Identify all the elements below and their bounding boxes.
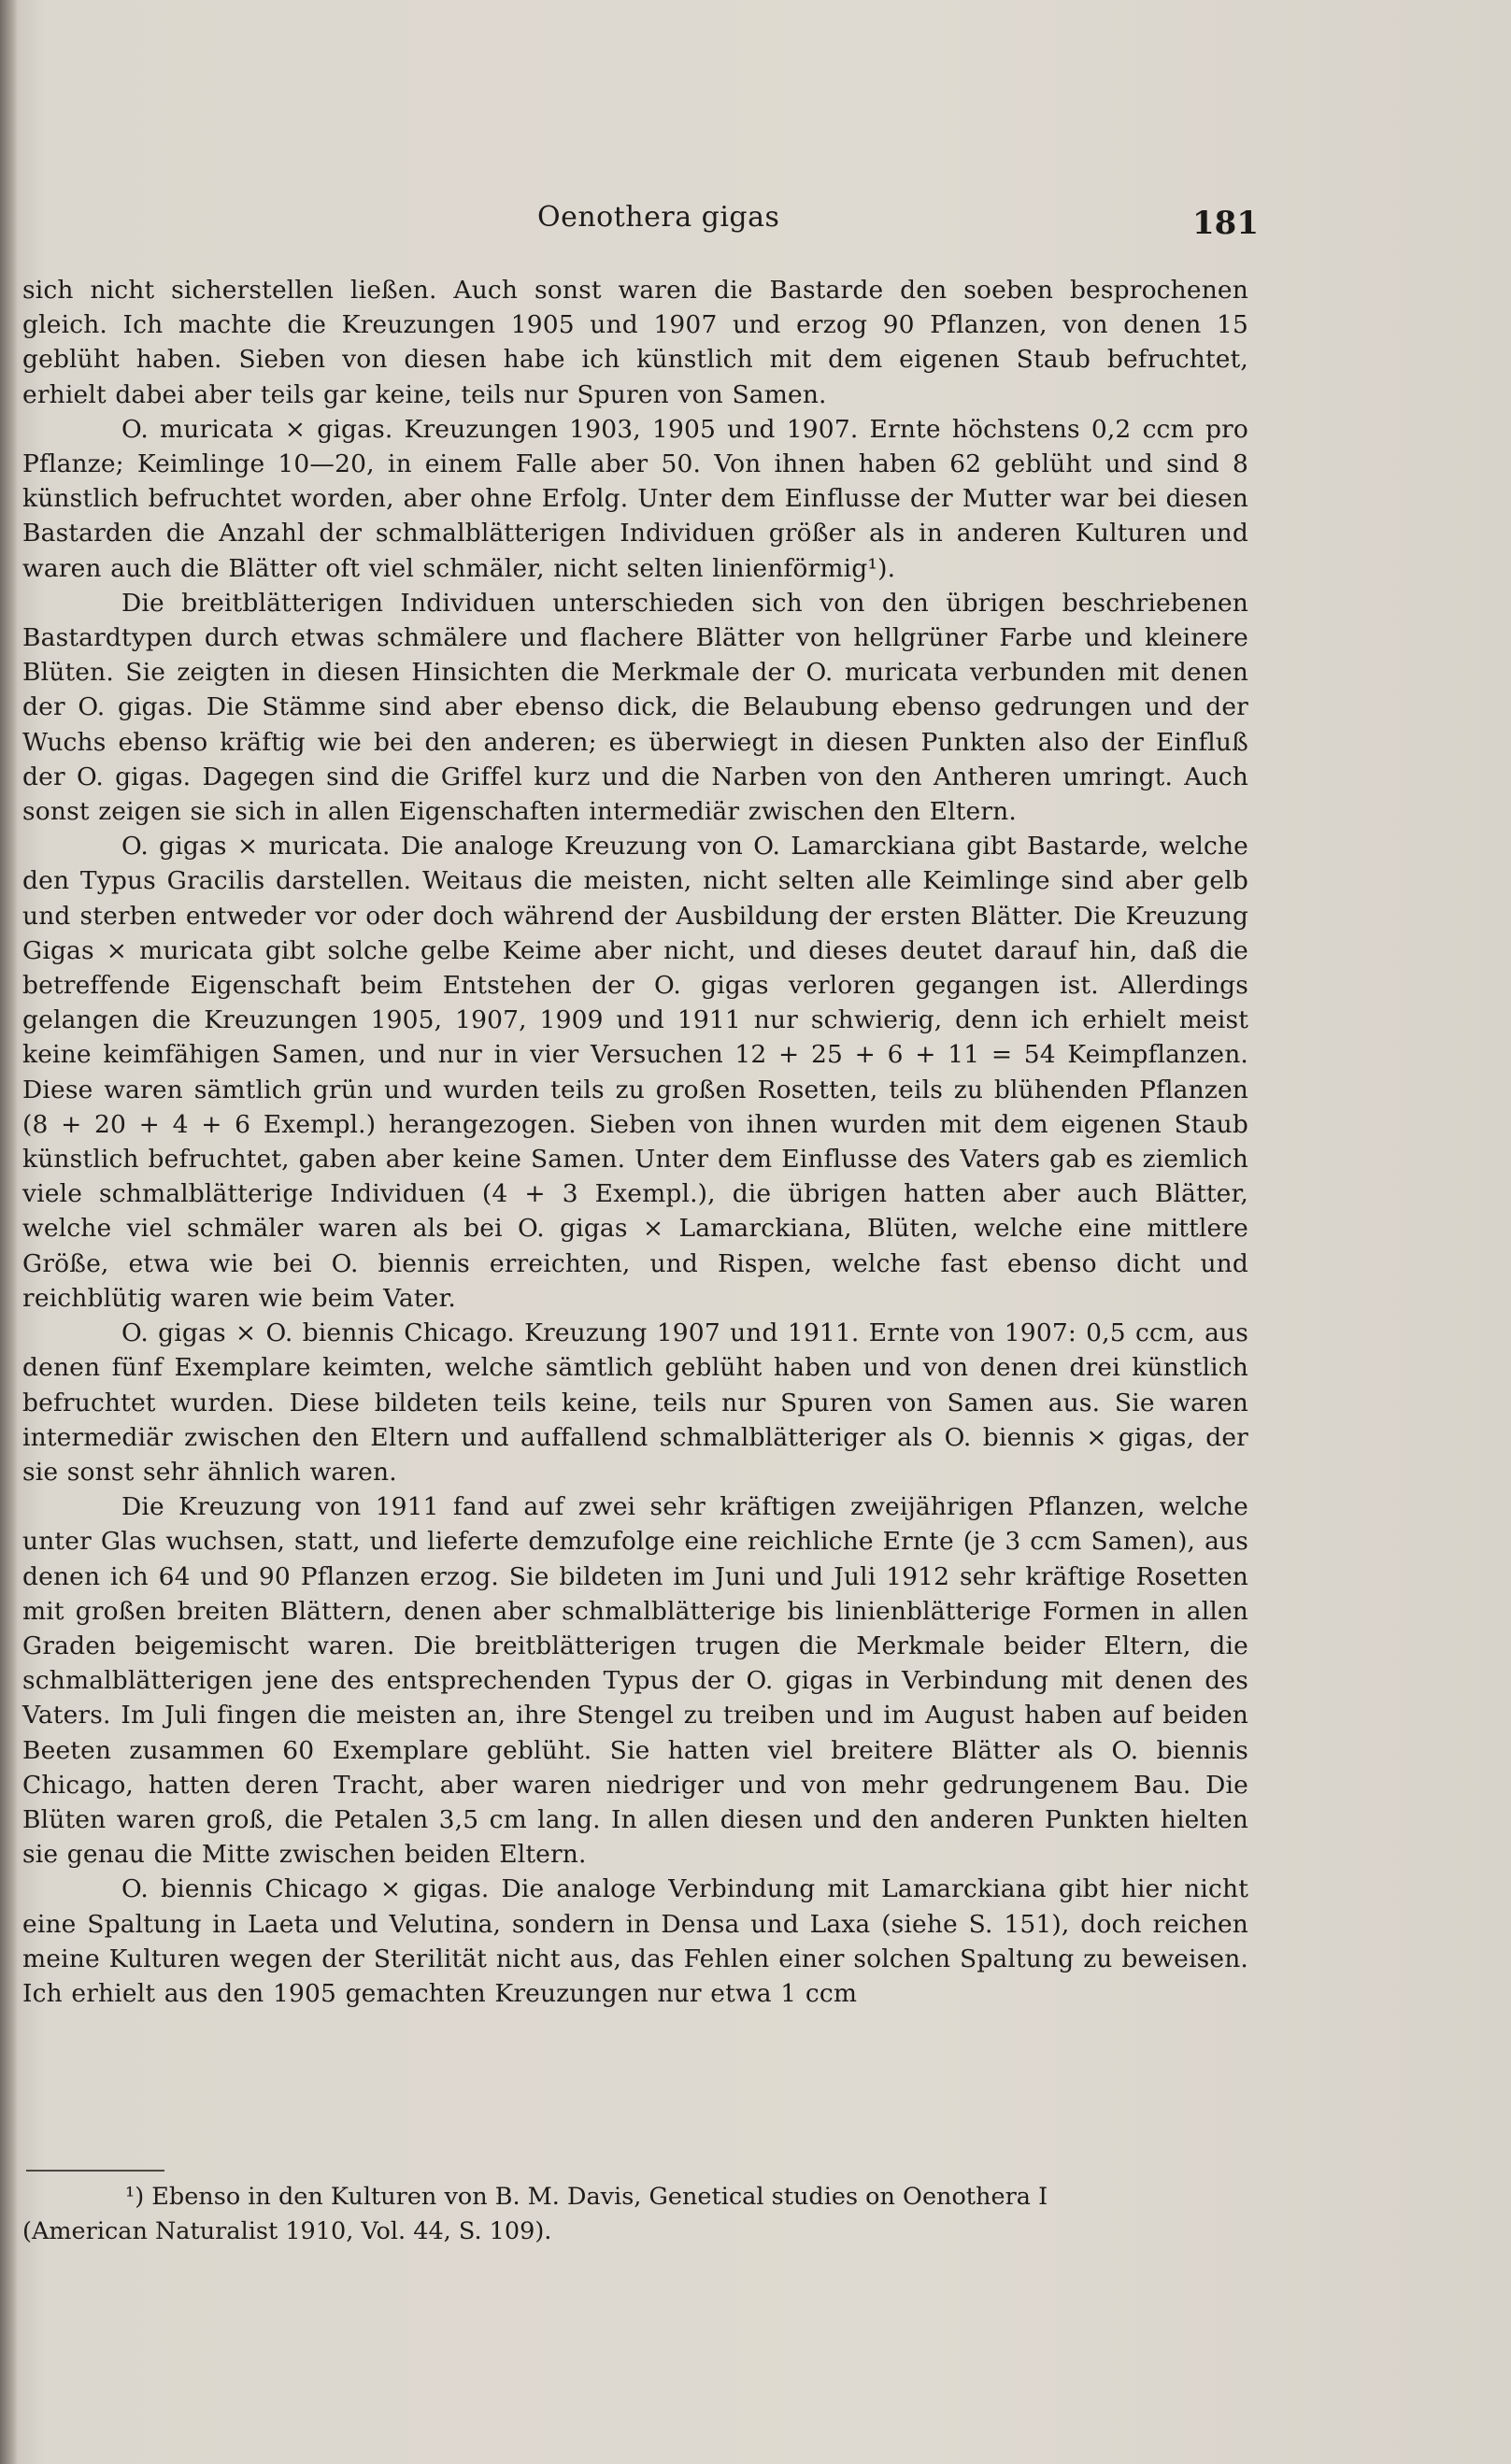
- paragraph: O. muricata × gigas. Kreuzungen 1903, 1905 und 1907. Ernte höchstens 0,2 ccm pro Pflanze; Keimlinge 10—20, in einem Falle aber 50. Von ihnen haben 62 geblüht und sind 8 künstlich befruchtet worden, aber ohne Erfolg. Unter dem Einflusse der Mutter war bei diesen Bastarden die Anzahl der schmalblätterigen Individuen größer als in anderen Kulturen und waren auch die Blätter oft viel schmäler, nicht selten linienförmig¹).: [22, 414, 1248, 583]
- page-header: [0, 192, 1511, 248]
- paragraph: O. biennis Chicago × gigas. Die analoge Verbindung mit Lamarckiana gibt hier nicht eine Spaltung in Laeta und Velutina, sondern in Densa und Laxa (siehe S. 151), doch reichen meine Kulturen wegen der Sterilität nicht aus, das Fehlen einer solchen Spaltung zu beweisen. Ich erhielt aus den 1905 gemachten Kreuzungen nur etwa 1 ccm: [22, 1874, 1248, 2008]
- footnote: [22, 2180, 1248, 2249]
- running-title: Oenothera gigas: [537, 201, 780, 234]
- page-number: 181: [1192, 205, 1259, 242]
- footnote-line: ¹) Ebenso in den Kulturen von B. M. Davis, Genetical studies on Oenothera I: [125, 2183, 1048, 2211]
- paragraph: sich nicht sicherstellen ließen. Auch sonst waren die Bastarde den soeben besprochenen gleich. Ich machte die Kreuzungen 1905 und 1907 und erzog 90 Pflanzen, von denen 15 geblüht haben. Sieben von diesen habe ich künstlich mit dem eigenen Staub befruchtet, erhielt dabei aber teils gar keine, teils nur Spuren von Samen.: [22, 276, 1248, 409]
- paragraph: O. gigas × muricata. Die analoge Kreuzung von O. Lamarckiana gibt Bastarde, welche den Typus Gracilis darstellen. Weitaus die meisten, nicht selten alle Keimlinge sind aber gelb und sterben entweder vor oder doch während der Ausbildung der ersten Blätter. Die Kreuzung Gigas × muricata gibt solche gelbe Keime aber nicht, und dieses deutet darauf hin, daß die betreffende Eigenschaft beim Entstehen der O. gigas verloren gegangen ist. Allerdings gelangen die Kreuzungen 1905, 1907, 1909 und 1911 nur schwierig, denn ich erhielt meist keine keimfähigen Samen, und nur in vier Versuchen 12 + 25 + 6 + 11 = 54 Keimpflanzen. Diese waren sämtlich grün und wurden teils zu großen Rosetten, teils zu blühenden Pflanzen (8 + 20 + 4 + 6 Exempl.) herangezogen. Sieben von ihnen wurden mit dem eigenen Staub künstlich befruchtet, gaben aber keine Samen. Unter dem Einflusse des Vaters gab es ziemlich viele schmalblätterige Individuen (4 + 3 Exempl.), die übrigen hatten aber auch Blätter, welche viel schmäler waren als bei O. gigas × Lamarckiana, Blüten, welche eine mittlere Größe, etwa wie bei O. biennis erreichten, und Rispen, welche fast ebenso dicht und reichblütig waren wie beim Vater.: [22, 832, 1248, 1313]
- paragraph: Die Kreuzung von 1911 fand auf zwei sehr kräftigen zweijährigen Pflanzen, welche unter Glas wuchsen, statt, und lieferte demzufolge eine reichliche Ernte (je 3 ccm Samen), aus denen ich 64 und 90 Pflanzen erzog. Sie bildeten im Juni und Juli 1912 sehr kräftige Rosetten mit großen breiten Blättern, denen aber schmalblätterige bis linienblätterige Formen in allen Graden beigemischt waren. Die breitblätterigen trugen die Merkmale beider Eltern, die schmalblätterigen jene des entsprechenden Typus der O. gigas in Verbindung mit denen des Vaters. Im Juli fingen die meisten an, ihre Stengel zu treiben und im August haben auf beiden Beeten zusammen 60 Exemplare geblüht. Sie hatten viel breitere Blätter als O. biennis Chicago, hatten deren Tracht, aber waren niedriger und von mehr gedrungenem Bau. Die Blüten waren groß, die Petalen 3,5 cm lang. In allen diesen und den anderen Punkten hielten sie genau die Mitte zwischen beiden Eltern.: [22, 1492, 1248, 1870]
- footnote-line: (American Naturalist 1910, Vol. 44, S. 109).: [22, 2217, 552, 2245]
- paragraph: O. gigas × O. biennis Chicago. Kreuzung 1907 und 1911. Ernte von 1907: 0,5 ccm, aus denen fünf Exemplare keimten, welche sämtlich geblüht haben und von denen drei künstlich befruchtet wurden. Diese bildeten teils keine, teils nur Spuren von Samen aus. Sie waren intermediär zwischen den Eltern und auffallend schmalblätteriger als O. biennis × gigas, der sie sonst sehr ähnlich waren.: [22, 1318, 1248, 1487]
- body-text: [22, 273, 1248, 2011]
- paragraph: Die breitblätterigen Individuen unterschieden sich von den übrigen beschriebenen Bastardtypen durch etwas schmälere und flachere Blätter von hellgrüner Farbe und kleinere Blüten. Sie zeigten in diesen Hinsichten die Merkmale der O. muricata verbunden mit denen der O. gigas. Die Stämme sind aber ebenso dick, die Belaubung ebenso gedrungen und der Wuchs ebenso kräftig wie bei den anderen; es überwiegt in diesen Punkten also der Einfluß der O. gigas. Dagegen sind die Griffel kurz und die Narben von den Antheren umringt. Auch sonst zeigen sie sich in allen Eigenschaften intermediär zwischen den Eltern.: [22, 588, 1248, 827]
- book-binding-edge: [0, 0, 17, 2464]
- footnote-divider: [26, 2170, 164, 2172]
